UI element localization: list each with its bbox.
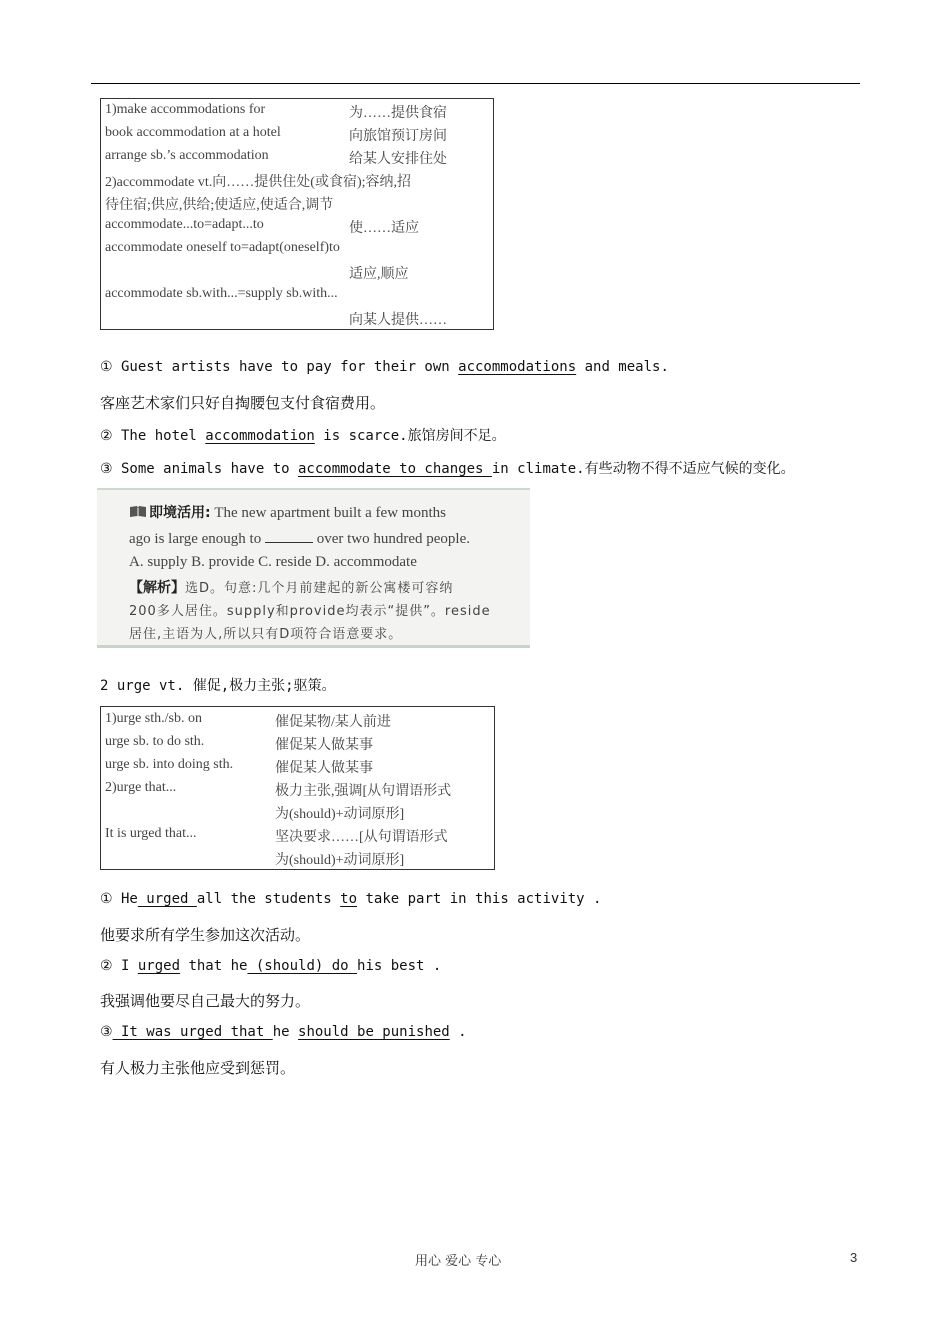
section-heading-urge: 2 urge vt. 催促,极力主张;驱策。 <box>100 678 336 694</box>
table-row: It is urged that... 坚决要求……[从句谓语形式 <box>105 826 448 845</box>
analysis-line-1: 【解析】选D。句意:几个月前建起的新公寓楼可容纳 <box>129 580 454 596</box>
exercise-stem-line-1: 即境活用: The new apartment built a few months <box>129 502 446 522</box>
urge-example-1: ① He urged all the students to take part in this activity . <box>100 891 602 907</box>
accommodation-usage-table: 1)make accommodations for 为……提供食宿 book accommodation at a hotel 向旅馆预订房间 arrange sb.’s accommodation 给某人安排住处 2)accommodate vt.向……提供住处(或食宿);容纳,招 待住宿;供应,供给;使适应,使适合,调节 accommodate...to=adapt...to 使……适应 accommodate oneself to=adapt(oneself)to 适应,顺应 accommodate sb.with...=supply sb.with... 向某人提供…… <box>100 98 494 330</box>
exercise-stem-line-2: ago is large enough to over two hundred people. <box>129 531 470 547</box>
table-row: urge sb. into doing sth. 催促某人做某事 <box>105 757 373 776</box>
footer-motto: 用心 爱心 专心 <box>415 1254 502 1269</box>
urge-translation-1: 他要求所有学生参加这次活动。 <box>100 926 311 944</box>
example-translation-1: 客座艺术家们只好自掏腰包支付食宿费用。 <box>100 394 386 412</box>
example-sentence-1: ① Guest artists have to pay for their own accommodations and meals. <box>100 359 669 375</box>
analysis-line-3: 居住,主语为人,所以只有D项符合语意要求。 <box>129 627 403 642</box>
table-row: 1)make accommodations for 为……提供食宿 <box>105 102 447 121</box>
table-row: 2)accommodate vt.向……提供住处(或食宿);容纳,招 <box>105 175 412 190</box>
page-number: 3 <box>850 1250 858 1265</box>
answer-blank <box>265 530 313 543</box>
urge-example-3: ③ It was urged that he should be punished . <box>100 1024 467 1040</box>
urge-translation-3: 有人极力主张他应受到惩罚。 <box>100 1059 296 1077</box>
example-sentence-2: ② The hotel accommodation is scarce.旅馆房间不足。 <box>100 428 506 444</box>
table-row: accommodate...to=adapt...to 使……适应 <box>105 217 419 236</box>
open-book-icon <box>129 505 147 518</box>
table-row: accommodate sb.with...=supply sb.with... <box>105 286 338 301</box>
header-rule <box>91 83 860 84</box>
analysis-line-2: 200多人居住。supply和provide均表示“提供”。reside <box>129 604 491 619</box>
urge-usage-table: 1)urge sth./sb. on 催促某物/某人前进 urge sb. to do sth. 催促某人做某事 urge sb. into doing sth. 催促某人做某事 2)urge that... 极力主张,强调[从句谓语形式 为(should)+动词原形] It is urged that... 坚决要求……[从句谓语形式 为(should)+动词原形] <box>100 706 495 870</box>
urge-translation-2: 我强调他要尽自己最大的努力。 <box>100 992 311 1010</box>
table-row: book accommodation at a hotel 向旅馆预订房间 <box>105 125 447 144</box>
table-row: 待住宿;供应,供给;使适应,使适合,调节 <box>105 198 334 213</box>
table-row: urge sb. to do sth. 催促某人做某事 <box>105 734 373 753</box>
table-row: arrange sb.’s accommodation 给某人安排住处 <box>105 148 447 167</box>
exercise-options: A. supply B. provide C. reside D. accommodate <box>129 554 417 570</box>
urge-example-2: ② I urged that he (should) do his best . <box>100 958 442 974</box>
practice-exercise <box>97 488 530 648</box>
table-row: 1)urge sth./sb. on 催促某物/某人前进 <box>105 711 391 730</box>
table-row: 2)urge that... 极力主张,强调[从句谓语形式 <box>105 780 452 799</box>
table-row: accommodate oneself to=adapt(oneself)to <box>105 240 340 255</box>
example-sentence-3: ③ Some animals have to accommodate to changes in climate.有些动物不得不适应气候的变化。 <box>100 461 795 477</box>
